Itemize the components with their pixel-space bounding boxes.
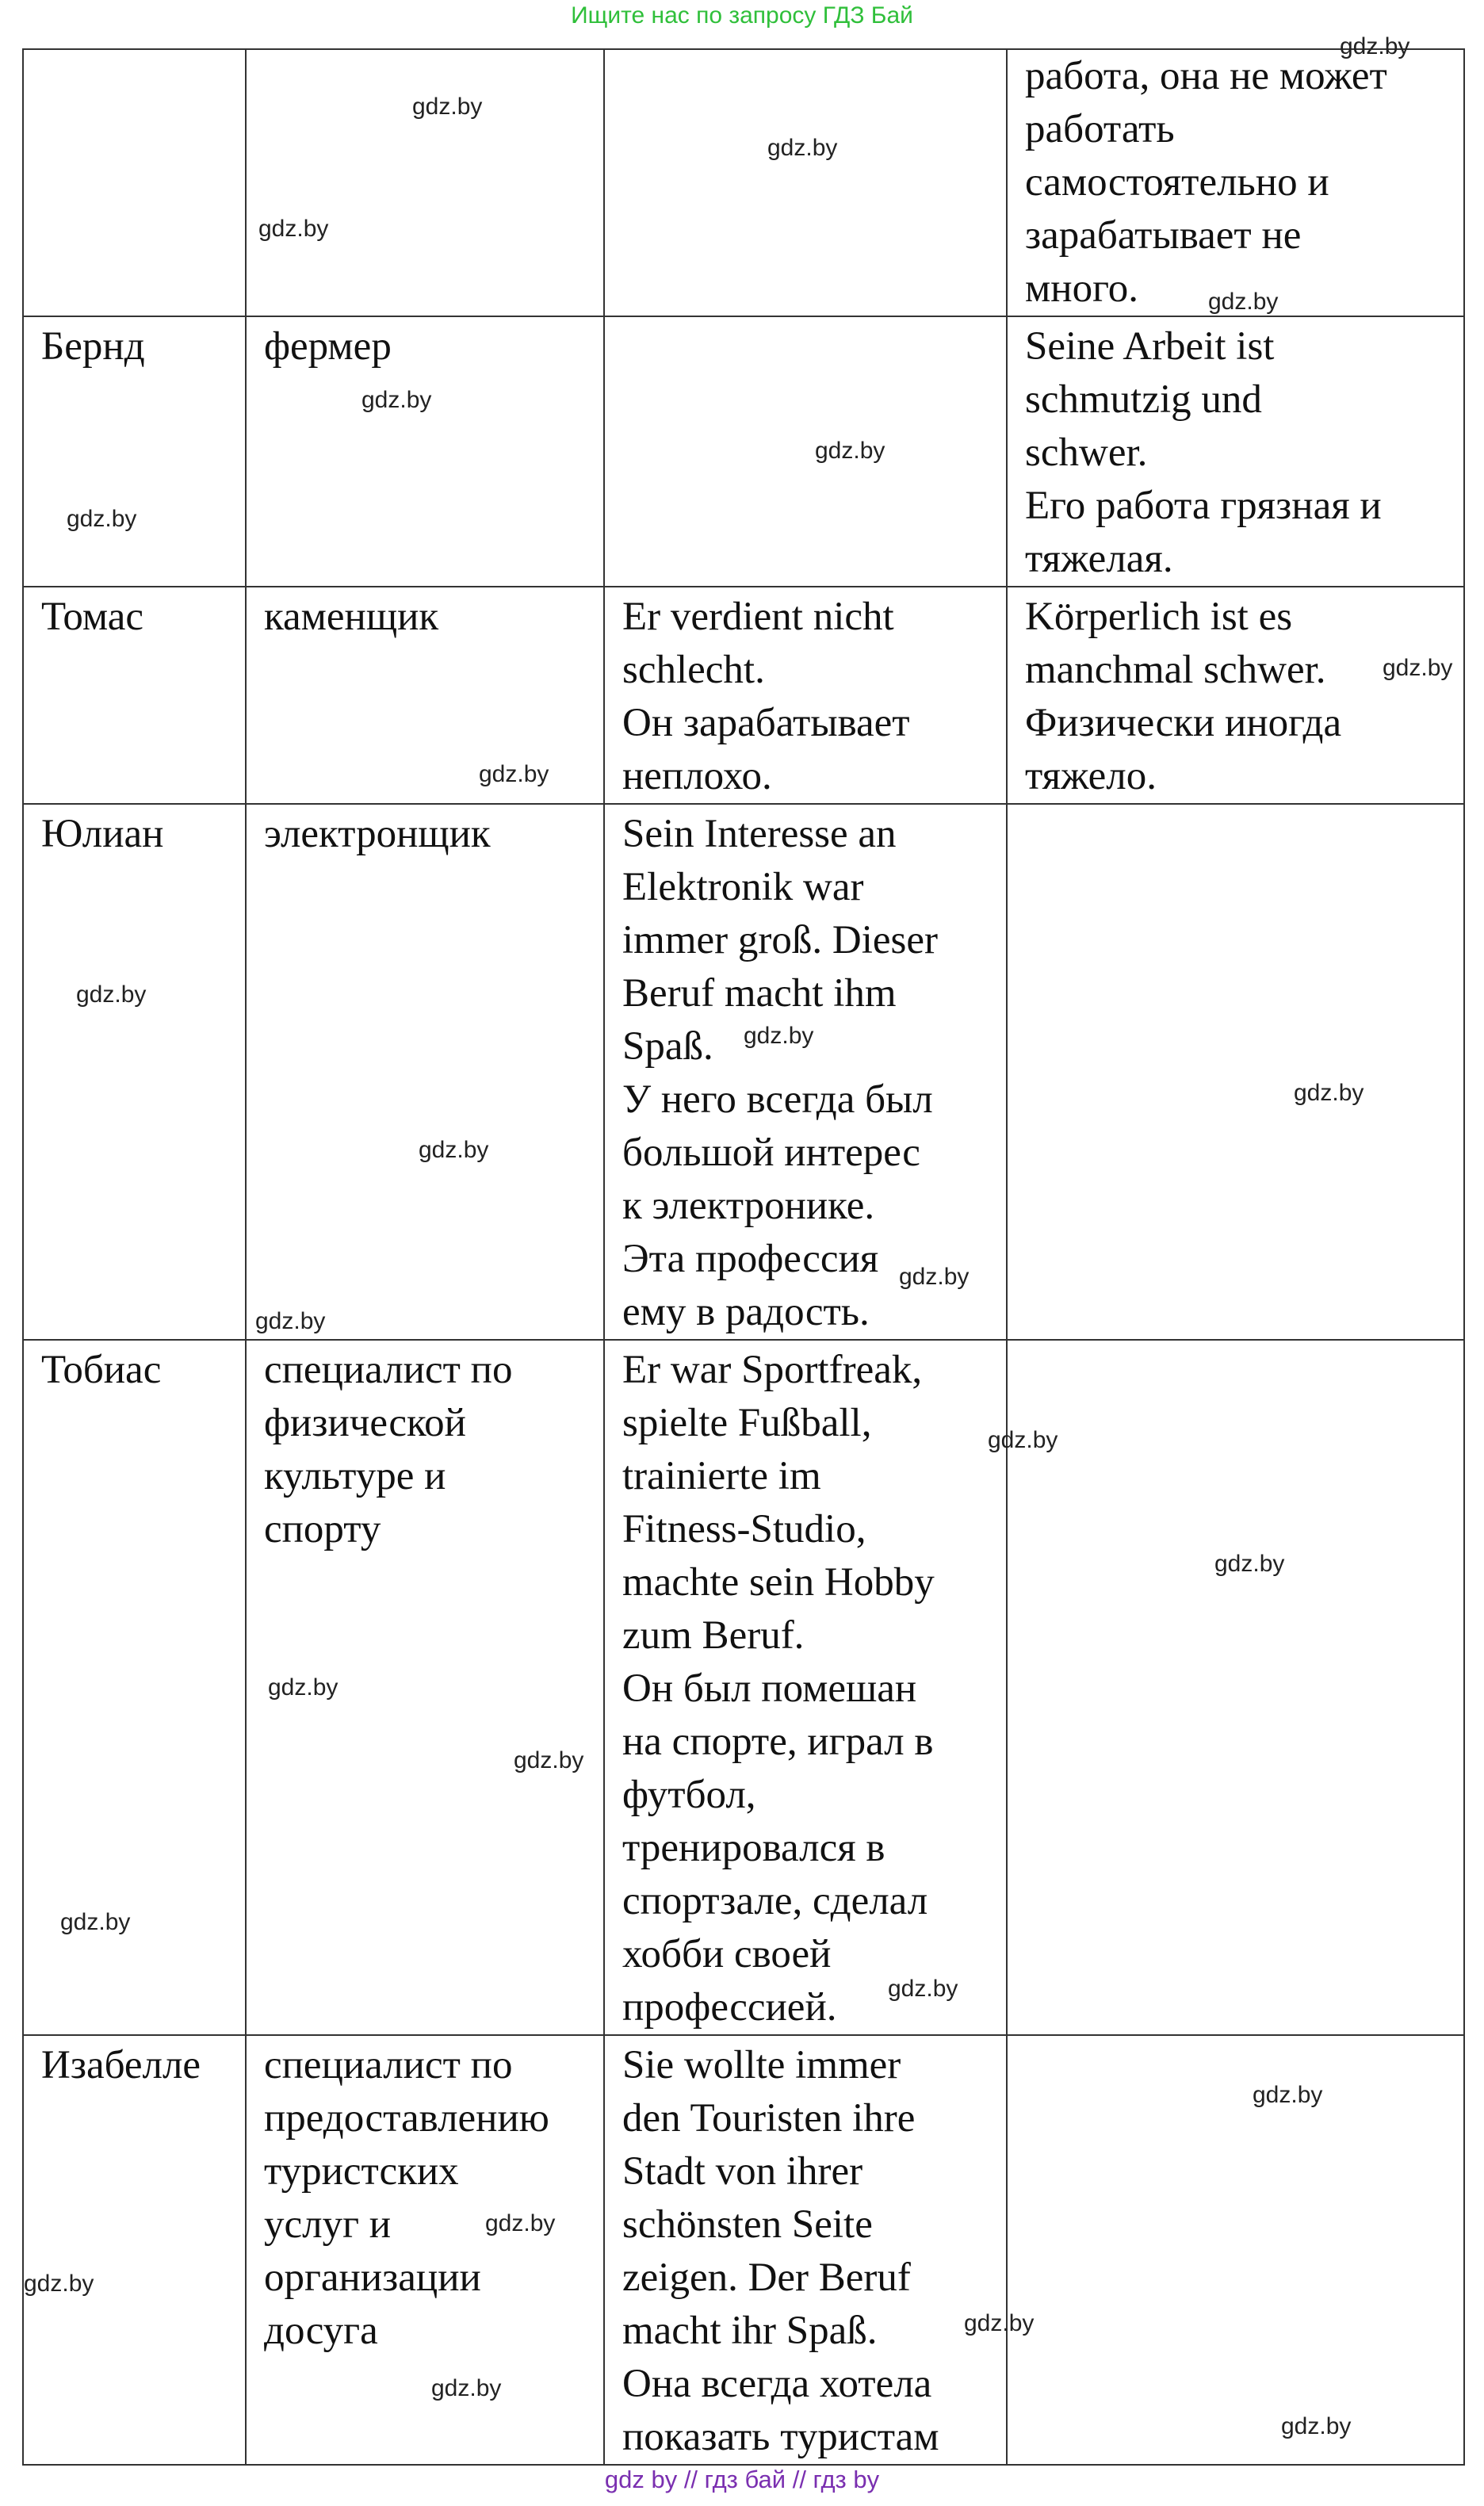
- quote-cell: Er verdient nicht schlecht. Он зарабатывает неплохо.: [604, 587, 1007, 804]
- name-cell: Тобиас: [23, 1340, 246, 2035]
- watermark: gdz.by: [767, 135, 838, 161]
- watermark: gdz.by: [1214, 1551, 1285, 1577]
- table-row: [23, 2035, 1464, 2465]
- notes-cell: [1007, 2035, 1464, 2465]
- watermark: gdz.by: [258, 216, 329, 242]
- watermark: gdz.by: [514, 1747, 584, 1773]
- watermark: gdz.by: [1383, 655, 1453, 681]
- table-row: [23, 49, 1464, 316]
- notes-cell: Seine Arbeit ist schmutzig und schwer. Его работа грязная и тяжелая.: [1007, 316, 1464, 587]
- name-cell: Изабелле: [23, 2035, 246, 2465]
- table-row: [23, 1340, 1464, 2035]
- notes-cell: работа, она не может работать самостоятельно и зарабатывает не много.: [1007, 49, 1464, 316]
- watermark: gdz.by: [964, 2310, 1035, 2336]
- watermark: gdz.by: [60, 1909, 131, 1935]
- profession-cell: [246, 49, 604, 316]
- watermark: gdz.by: [361, 387, 432, 413]
- watermark: gdz.by: [1253, 2082, 1323, 2108]
- table-row: [23, 804, 1464, 1340]
- watermark: gdz.by: [76, 981, 147, 1008]
- watermark: gdz.by: [419, 1137, 489, 1163]
- quote-cell: Sein Interesse an Elektronik war immer groß. Dieser Beruf macht ihm Spaß. У него всегда был большой интерес к электронике. Эта профессия ему в радость.: [604, 804, 1007, 1340]
- name-cell: Бернд: [23, 316, 246, 587]
- name-cell: Юлиан: [23, 804, 246, 1340]
- quote-cell: Sie wollte immer den Touristen ihre Stadt von ihrer schönsten Seite zeigen. Der Beruf macht ihr Spaß. Она всегда хотела показать туристам: [604, 2035, 1007, 2465]
- profession-cell: специалист по физической культуре и спорту: [246, 1340, 604, 2035]
- profession-cell: фермер: [246, 316, 604, 587]
- watermark: gdz.by: [67, 506, 137, 532]
- watermark: gdz.by: [1208, 289, 1279, 315]
- quote-cell: [604, 49, 1007, 316]
- profession-cell: каменщик: [246, 587, 604, 804]
- professions-table: [22, 48, 1465, 2466]
- quote-cell: [604, 316, 1007, 587]
- notes-cell: [1007, 1340, 1464, 2035]
- watermark: gdz.by: [255, 1308, 326, 1334]
- table-row: [23, 316, 1464, 587]
- notes-cell: [1007, 804, 1464, 1340]
- profession-cell: электронщик: [246, 804, 604, 1340]
- table-row: [23, 587, 1464, 804]
- watermark: gdz.by: [24, 2271, 94, 2297]
- watermark: gdz.by: [431, 2375, 502, 2401]
- footer-banner: gdz by // гдз бай // гдз by: [604, 2466, 880, 2493]
- watermark: gdz.by: [268, 1674, 338, 1701]
- notes-cell: Körperlich ist es manchmal schwer. Физически иногда тяжело.: [1007, 587, 1464, 804]
- watermark: gdz.by: [1281, 2413, 1352, 2439]
- watermark: gdz.by: [815, 438, 885, 464]
- header-banner: Ищите нас по запросу ГДЗ Бай: [571, 2, 913, 29]
- watermark: gdz.by: [744, 1023, 814, 1049]
- watermark: gdz.by: [899, 1264, 970, 1290]
- watermark: gdz.by: [412, 94, 483, 120]
- name-cell: [23, 49, 246, 316]
- profession-cell: специалист по предоставлению туристских услуг и организации досуга: [246, 2035, 604, 2465]
- watermark: gdz.by: [888, 1976, 958, 2002]
- quote-cell: Er war Sportfreak, spielte Fußball, trainierte im Fitness-Studio, machte sein Hobby zum Beruf. Он был помешан на спорте, играл в футбол, тренировался в спортзале, сделал хобби своей профессией.: [604, 1340, 1007, 2035]
- watermark: gdz.by: [1340, 33, 1410, 59]
- watermark: gdz.by: [1294, 1080, 1364, 1106]
- watermark: gdz.by: [485, 2210, 556, 2236]
- watermark: gdz.by: [988, 1427, 1058, 1453]
- name-cell: Томас: [23, 587, 246, 804]
- watermark: gdz.by: [479, 761, 549, 787]
